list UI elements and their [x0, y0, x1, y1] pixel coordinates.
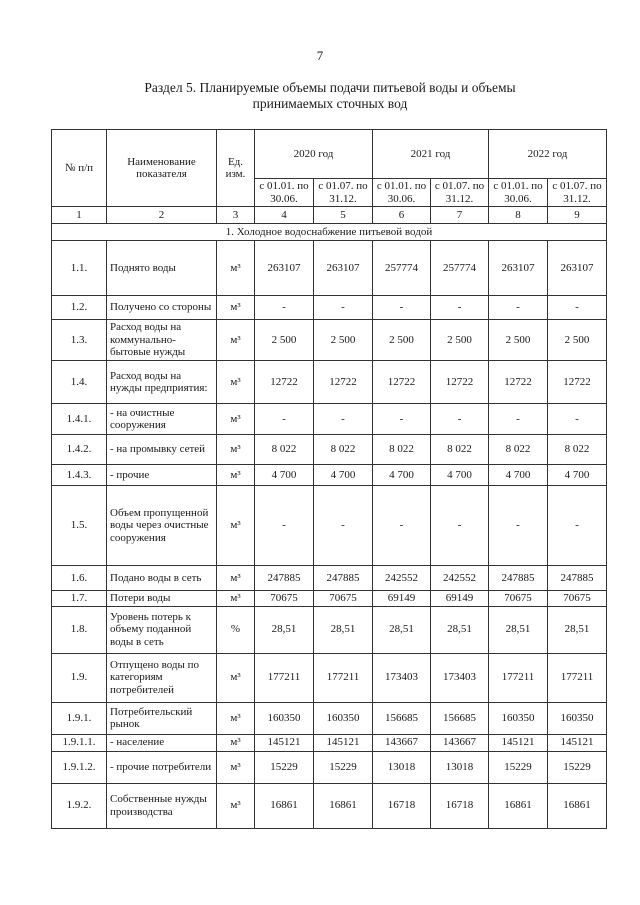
row-indicator-name: Собственные нужды производства [107, 783, 217, 828]
row-value: 28,51 [314, 606, 373, 653]
row-value: 16861 [314, 783, 373, 828]
row-value: 4 700 [373, 465, 431, 486]
row-value: 160350 [489, 702, 548, 734]
row-indicator-name: Объем пропущенной воды через очистные сооружения [107, 486, 217, 566]
row-unit: м³ [217, 566, 255, 591]
row-value: 257774 [373, 241, 431, 296]
row-value: 15229 [548, 751, 607, 783]
row-value: 247885 [255, 566, 314, 591]
header-unit: Ед. изм. [217, 130, 255, 207]
col-number: 5 [314, 207, 373, 224]
row-value: 4 700 [255, 465, 314, 486]
row-value: 160350 [314, 702, 373, 734]
row-value: 2 500 [548, 320, 607, 361]
section-heading: 1. Холодное водоснабжение питьевой водой [52, 224, 607, 241]
row-value: 28,51 [489, 606, 548, 653]
row-number: 1.6. [52, 566, 107, 591]
table-row [52, 361, 607, 404]
header-period: с 01.01. по 30.06. [373, 179, 431, 207]
table-row [52, 734, 607, 751]
row-value: 8 022 [255, 435, 314, 465]
row-value: 173403 [373, 653, 431, 702]
row-value: 160350 [255, 702, 314, 734]
row-value: 69149 [373, 591, 431, 607]
column-number-row [52, 207, 607, 224]
row-value: - [489, 296, 548, 320]
row-value: 263107 [255, 241, 314, 296]
row-value: - [373, 404, 431, 435]
row-value: 28,51 [255, 606, 314, 653]
row-number: 1.1. [52, 241, 107, 296]
row-unit: % [217, 606, 255, 653]
row-value: 156685 [373, 702, 431, 734]
col-number: 1 [52, 207, 107, 224]
row-value: 12722 [548, 361, 607, 404]
row-value: - [431, 296, 489, 320]
row-indicator-name: Отпущено воды по категориям потребителей [107, 653, 217, 702]
section-title [60, 80, 600, 112]
col-number: 7 [431, 207, 489, 224]
col-number: 4 [255, 207, 314, 224]
row-unit: м³ [217, 653, 255, 702]
table-row [52, 320, 607, 361]
row-number: 1.4.2. [52, 435, 107, 465]
row-value: - [548, 486, 607, 566]
row-value: 8 022 [489, 435, 548, 465]
header-period: с 01.07. по 31.12. [431, 179, 489, 207]
row-value: 12722 [314, 361, 373, 404]
title-line-2: принимаемых сточных вод [252, 96, 408, 111]
row-value: - [489, 486, 548, 566]
table-row [52, 241, 607, 296]
row-value: 28,51 [373, 606, 431, 653]
table-row [52, 435, 607, 465]
row-number: 1.9.1. [52, 702, 107, 734]
title-line-1: Раздел 5. Планируемые объемы подачи питьевой воды и объемы [144, 80, 516, 95]
header-year-2021: 2021 год [373, 130, 489, 179]
water-volumes-table [51, 129, 607, 829]
row-value: 12722 [431, 361, 489, 404]
row-value: 13018 [373, 751, 431, 783]
row-value: 145121 [548, 734, 607, 751]
row-value: 13018 [431, 751, 489, 783]
row-indicator-name: Уровень потерь к объему поданной воды в сеть [107, 606, 217, 653]
row-number: 1.4.3. [52, 465, 107, 486]
row-unit: м³ [217, 591, 255, 607]
row-value: 12722 [255, 361, 314, 404]
row-value: - [314, 296, 373, 320]
row-unit: м³ [217, 241, 255, 296]
row-value: 28,51 [548, 606, 607, 653]
row-number: 1.9.2. [52, 783, 107, 828]
row-unit: м³ [217, 486, 255, 566]
row-number: 1.7. [52, 591, 107, 607]
row-value: 247885 [314, 566, 373, 591]
row-unit: м³ [217, 296, 255, 320]
row-value: 145121 [314, 734, 373, 751]
header-name: Наименование показателя [107, 130, 217, 207]
row-value: 8 022 [431, 435, 489, 465]
row-value: 177211 [548, 653, 607, 702]
row-value: 16861 [548, 783, 607, 828]
row-value: - [548, 404, 607, 435]
row-value: 8 022 [314, 435, 373, 465]
row-value: 28,51 [431, 606, 489, 653]
row-value: 70675 [548, 591, 607, 607]
row-value: 4 700 [314, 465, 373, 486]
row-indicator-name: Расход воды на нужды предприятия: [107, 361, 217, 404]
row-indicator-name: - прочие [107, 465, 217, 486]
col-number: 3 [217, 207, 255, 224]
header-period: с 01.07. по 31.12. [314, 179, 373, 207]
row-value: 16718 [373, 783, 431, 828]
row-value: - [373, 486, 431, 566]
row-indicator-name: Потребительский рынок [107, 702, 217, 734]
row-value: - [431, 404, 489, 435]
row-indicator-name: Поднято воды [107, 241, 217, 296]
row-value: 4 700 [431, 465, 489, 486]
row-value: - [314, 486, 373, 566]
row-unit: м³ [217, 465, 255, 486]
table-row [52, 751, 607, 783]
col-number: 8 [489, 207, 548, 224]
row-indicator-name: Подано воды в сеть [107, 566, 217, 591]
row-value: - [373, 296, 431, 320]
row-value: 4 700 [548, 465, 607, 486]
row-value: 156685 [431, 702, 489, 734]
row-value: 15229 [255, 751, 314, 783]
row-value: - [314, 404, 373, 435]
row-value: - [255, 296, 314, 320]
row-unit: м³ [217, 404, 255, 435]
row-value: - [431, 486, 489, 566]
row-value: 15229 [314, 751, 373, 783]
row-indicator-name: - на промывку сетей [107, 435, 217, 465]
row-value: 242552 [373, 566, 431, 591]
row-value: 177211 [314, 653, 373, 702]
row-value: 12722 [373, 361, 431, 404]
row-number: 1.5. [52, 486, 107, 566]
row-unit: м³ [217, 751, 255, 783]
row-unit: м³ [217, 320, 255, 361]
row-value: 16861 [489, 783, 548, 828]
row-indicator-name: Получено со стороны [107, 296, 217, 320]
col-number: 6 [373, 207, 431, 224]
row-number: 1.9.1.2. [52, 751, 107, 783]
header-period: с 01.07. по 31.12. [548, 179, 607, 207]
page-number: 7 [316, 48, 324, 63]
row-value: 16718 [431, 783, 489, 828]
row-value: 177211 [489, 653, 548, 702]
row-value: 2 500 [314, 320, 373, 361]
row-value: 263107 [314, 241, 373, 296]
header-period: с 01.01. по 30.06. [255, 179, 314, 207]
row-value: 143667 [373, 734, 431, 751]
row-value: 263107 [548, 241, 607, 296]
row-value: 12722 [489, 361, 548, 404]
table-row [52, 606, 607, 653]
row-unit: м³ [217, 435, 255, 465]
row-value: 69149 [431, 591, 489, 607]
row-value: - [489, 404, 548, 435]
row-value: 257774 [431, 241, 489, 296]
row-value: 70675 [314, 591, 373, 607]
row-value: 8 022 [548, 435, 607, 465]
header-num: № п/п [52, 130, 107, 207]
table-row [52, 465, 607, 486]
row-value: 145121 [489, 734, 548, 751]
table-row [52, 486, 607, 566]
row-value: 145121 [255, 734, 314, 751]
row-value: 2 500 [255, 320, 314, 361]
row-value: 263107 [489, 241, 548, 296]
row-number: 1.4. [52, 361, 107, 404]
row-number: 1.9.1.1. [52, 734, 107, 751]
row-value: 247885 [489, 566, 548, 591]
header-year-2022: 2022 год [489, 130, 607, 179]
row-value: 16861 [255, 783, 314, 828]
row-value: - [548, 296, 607, 320]
table-row [52, 591, 607, 607]
col-number: 9 [548, 207, 607, 224]
row-number: 1.2. [52, 296, 107, 320]
row-value: 70675 [255, 591, 314, 607]
row-value: - [255, 486, 314, 566]
row-value: - [255, 404, 314, 435]
row-number: 1.8. [52, 606, 107, 653]
row-value: 2 500 [489, 320, 548, 361]
row-number: 1.9. [52, 653, 107, 702]
row-value: 173403 [431, 653, 489, 702]
row-value: 177211 [255, 653, 314, 702]
col-number: 2 [107, 207, 217, 224]
row-value: 8 022 [373, 435, 431, 465]
row-unit: м³ [217, 783, 255, 828]
row-unit: м³ [217, 734, 255, 751]
table-row [52, 702, 607, 734]
table-row [52, 566, 607, 591]
header-year-2020: 2020 год [255, 130, 373, 179]
row-indicator-name: - прочие потребители [107, 751, 217, 783]
row-indicator-name: Расход воды на коммунально-бытовые нужды [107, 320, 217, 361]
row-value: 242552 [431, 566, 489, 591]
header-period: с 01.01. по 30.06. [489, 179, 548, 207]
row-number: 1.4.1. [52, 404, 107, 435]
row-value: 70675 [489, 591, 548, 607]
row-unit: м³ [217, 361, 255, 404]
table-row [52, 653, 607, 702]
row-value: 4 700 [489, 465, 548, 486]
row-value: 160350 [548, 702, 607, 734]
row-number: 1.3. [52, 320, 107, 361]
row-value: 143667 [431, 734, 489, 751]
row-value: 2 500 [431, 320, 489, 361]
table-row [52, 404, 607, 435]
row-indicator-name: - население [107, 734, 217, 751]
row-value: 15229 [489, 751, 548, 783]
row-value: 247885 [548, 566, 607, 591]
table-row [52, 296, 607, 320]
row-indicator-name: Потери воды [107, 591, 217, 607]
row-unit: м³ [217, 702, 255, 734]
table-row [52, 783, 607, 828]
row-indicator-name: - на очистные сооружения [107, 404, 217, 435]
row-value: 2 500 [373, 320, 431, 361]
